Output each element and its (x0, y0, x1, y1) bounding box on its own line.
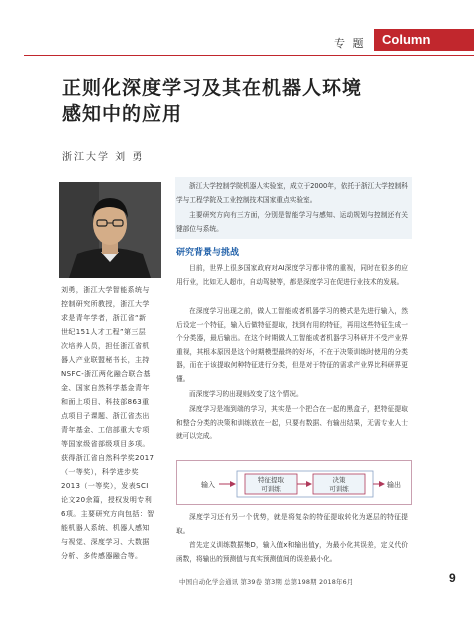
page-number: 9 (449, 571, 456, 585)
column-badge: Column (374, 29, 474, 51)
bio-line: 求是青年学者，浙江省“新 (61, 314, 147, 322)
header-divider (24, 55, 474, 56)
diagram-decision-label: 决策 (332, 476, 346, 484)
body-paragraph-4: 深度学习是端到端的学习，其实是一个把合在一起的黑盒子，把特征提取和整合分类的决策和训练放在一起，只要有数据、有输出结果，无需专业人士就可以完成。 (176, 405, 408, 441)
body-paragraph-1: 目前，世界上很多国家政府对AI深度学习都非常的重视，同时在很多的应用行业，比如无人超市，自动驾驶等，都是深度学习在促进行业技术的发展。 (176, 264, 408, 286)
article-title-line-1: 正则化深度学习及其在机器人环境 (62, 77, 363, 99)
diagram-output-label: 输出 (387, 481, 401, 489)
bio-line: 点项目子课题、浙江省杰出 (61, 412, 150, 420)
bio-line: 2013（一等奖），发表SCI (61, 482, 149, 490)
bio-line: 金、国家自然科学基金青年 (61, 384, 150, 392)
bio-line: 青年基金、工信部重大专项 (61, 426, 150, 434)
bio-line: 次培养人员，担任浙江省机 (61, 342, 150, 350)
body-paragraph-5: 深度学习还有另一个优势，就是将复杂的特征提取转化为逐层的特征提取。 (176, 513, 408, 535)
diagram-input-label: 输入 (201, 481, 215, 489)
bio-line: 论文20余篇，授权发明专利 (61, 496, 153, 504)
bio-line: 器人产业联盟秘书长，主持 (61, 356, 150, 364)
bio-line: 刘勇，浙江大学智能系统与 (61, 286, 150, 294)
deep-learning-pipeline-diagram (176, 460, 412, 505)
lab-intro-paragraph-2: 主要研究方向有三方面，分别是智能学习与感知、运动规划与控制还有关键部位与系统。 (176, 211, 408, 233)
author-bio (61, 283, 169, 563)
bio-line: （一等奖），科学进步奖 (61, 468, 139, 476)
section-heading: 研究背景与挑战 (176, 248, 240, 258)
diagram-decision-trainable-label: 可训练 (329, 485, 349, 493)
bio-line: 控制研究所教授，浙江大学 (61, 300, 150, 308)
body-paragraph-6: 首先定义训练数据集D，输入值x和输出值y，为最小化其误差，定义代价函数，将输出的预测值与真实预测值间的误差最小化。 (176, 541, 408, 563)
lab-intro-paragraph-1: 浙江大学控制学院机器人实验室，成立于2000年，依托于浙江大学控制科学与工程学院及工业控制技术国家重点实验室。 (176, 182, 408, 204)
portrait-image (59, 182, 161, 278)
bio-line: 世纪151人才工程”第三层 (61, 328, 147, 336)
body-paragraph-3: 而深度学习的出现则改变了这个情况。 (189, 390, 303, 398)
bio-line: NSFC-浙江两化融合联合基 (61, 370, 151, 378)
bio-line: 分析、多传感器融合等。 (61, 552, 143, 560)
article-title-line-2: 感知中的应用 (62, 103, 183, 125)
bio-line: 能机器人系统、机器人感知 (61, 524, 150, 532)
bio-line: 与视觉、深度学习、大数据 (61, 538, 150, 546)
bio-line: 6项。主要研究方向包括：智 (61, 510, 155, 518)
diagram-feature-trainable-label: 可训练 (261, 485, 281, 493)
diagram-feature-label: 特征提取 (258, 476, 284, 484)
bio-line: 和面上项目、科技部863重 (61, 398, 150, 406)
bio-line: 等国家级省部级项目多项。 (61, 440, 150, 448)
bio-line: 获得浙江省自然科学奖2017 (61, 454, 155, 462)
author-photo (59, 182, 161, 278)
article-author: 浙江大学 刘 勇 (62, 152, 145, 163)
column-section-label: 专 题 (334, 37, 366, 50)
journal-footer: 中国自动化学会通讯 第39卷 第3期 总第198期 2018年6月 (179, 578, 354, 586)
body-paragraph-2: 在深度学习出现之前，做人工智能或者机器学习的模式是先进行输入，然后设定一个特征，输入后做特征提取，找到有用的特征，再用这些特征生成一个分类器，最后输出。在这个时期做人工智能或者机器学习科研并不受产业界重视，其根本原因是这个时期模型最终的好坏，不在于决策训练时使用的分类器，而在于该提取何种特征进行分类，但是对于特征的需求产业界比科研界更懂。 (176, 307, 408, 383)
